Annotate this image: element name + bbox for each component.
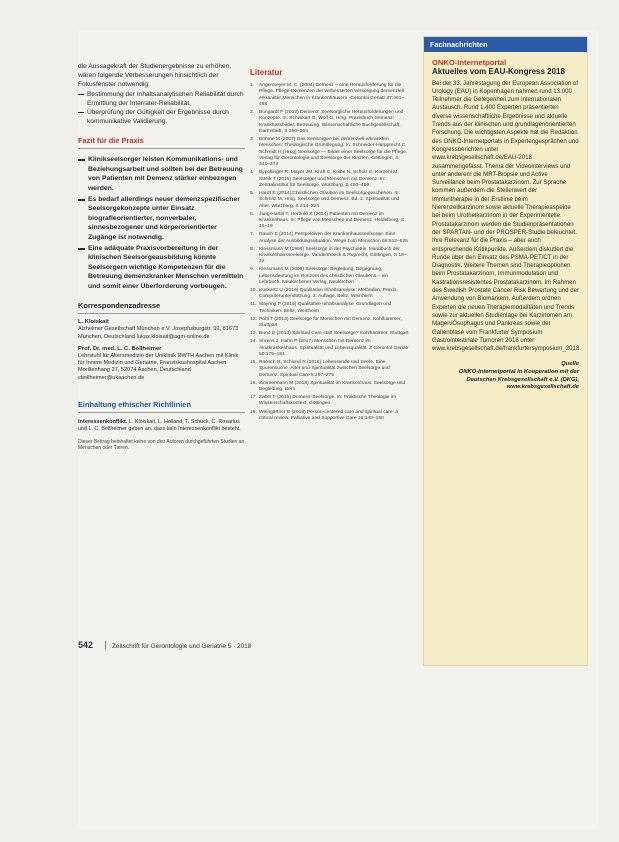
reference-number: 3. — [250, 136, 255, 142]
reference-text: Böhme M (2007) Das Seelsorgen bei demenziell erkrankten Menschen: Theologische Grundlegung. In: Schneider-Harpprecht C, Schmidt H (Hrsg) Seelsorge — Bilder einer Seelsorge für die Pflege. Verlag für Gerontologie und Seelsorge der Kirchen, Göttingen, S 341–372 — [259, 136, 408, 168]
address-block — [78, 346, 245, 382]
reference-item — [250, 212, 410, 231]
ethics-note: Dieser Beitrag beinhaltet keine von den Autoren durchgeführten Studien an Menschen oder Tieren. — [78, 438, 245, 452]
conflict-text: L. Kloiskait, L. Holland, T. Schuck, C. Rosarius und L. C. Bollheimer geben an, dass kein Interessenkonflikt besteht. — [78, 418, 241, 432]
fazit-section — [78, 136, 245, 291]
address-text: Alzheimer Gesellschaft München e.V. Josephsburgstr. 92, 81673 München, Deutschland lukas.kloisait@agm-online.de — [78, 326, 239, 340]
reference-number: 1. — [250, 83, 255, 88]
intro-paragraph: die Aussagekraft der Studienergebnisse zu erhöhen, wären folgende Verbesserungen hinsichtlich der Fokusfenster notwendig: — [78, 63, 232, 89]
reference-number: 14. — [250, 339, 257, 345]
news-box — [423, 36, 588, 666]
reference-item — [250, 302, 410, 315]
left-column — [78, 62, 245, 452]
reference-number: 9. — [250, 267, 255, 273]
author-name: L. Kloiskait — [78, 319, 109, 326]
reference-number: 10. — [250, 288, 257, 294]
source-text: ONKO-Internetportal in Kooperation mit der Deutschen Krebsgesellschaft e.V. (DKG), www.krebsgesellschaft.de — [458, 368, 579, 391]
footer-separator — [105, 641, 106, 649]
reference-number: 4. — [250, 170, 255, 176]
reference-item — [250, 247, 410, 266]
reference-text: Bund D (2013) Spiritual Care statt Seelsorge? Kohlhammer, Stuttgart — [259, 331, 409, 337]
reference-number: 15. — [250, 360, 257, 366]
ethics-section — [78, 400, 245, 452]
reference-number: 2. — [250, 109, 255, 115]
section-title: Korrespondenzadresse — [78, 301, 245, 314]
reference-text: Bypollinger R, Mayer JM, Kraft C, Kolbe N, Scholz E, Kornehl M, Streik T (2015) Seelsorger und Menschen mit Demenz. In: Zentralinstitut für Seelsorge. Würzburg, S 450–459 — [259, 170, 399, 188]
reference-item — [250, 331, 410, 337]
reference-item — [250, 381, 410, 394]
literature-title: Literatur — [250, 68, 283, 77]
reference-text: Angermeyer M. C. (2004) Demenz – eine Herausforderung für die Pflege. Pflege-Demenzen der verbesserten Versorgung demenziell erkrankter Menschen in Krankenhäusern. Gerontol Geriatr 37:461–468 — [259, 83, 405, 107]
journal-name: Zeitschrift für Gerontologie und Geriatrie 5 · 2018 — [112, 643, 252, 650]
reference-text: Ahrens J, Hahn P (2017) Menschen mit Demenz im Akutkrankenhaus. Spiritualität und Lebensqualität. Z Gerontol Geriatr 50:175–181 — [259, 339, 409, 357]
conflict-label: Interessenkonflikt. — [78, 418, 128, 425]
reference-item — [250, 83, 410, 108]
list-item: Bestimmung der Inhaltsanalytischen Reliabilität durch Ermittlung der Interrater-Reliabilität, — [78, 90, 245, 108]
reference-text: Roesch R, Schlund R (2016) Lebensende und Seele. Eine Spurensuche. Alter und Spiritualität zwischen Seelsorge und Demenz. Spiritual Care 5:267–275 — [259, 360, 390, 378]
reference-text: Hardt E (2014) Christlichen Glauben im Seelsorgegeschehen. In: Schmitz M, Hrsg. Seelsorge und Demenz. Bd. 2. Spiritualität und Alter. Würzburg, S 214–224 — [259, 190, 400, 209]
reference-list — [250, 83, 410, 422]
reference-item — [250, 317, 410, 330]
journal-page — [78, 30, 598, 830]
reference-item — [250, 191, 410, 210]
reference-number: 6. — [250, 211, 255, 217]
news-title: Aktuelles vom EAU-Kongress 2018 — [432, 67, 565, 76]
reference-text: Weingärtner B (2018) Person-centered care and spiritual care: a critical review. Palliative and Supportive Care 16:140–150 — [259, 409, 399, 421]
conflict-statement — [78, 419, 245, 433]
reference-text: Klessmann M (1996) Seelsorge in der Psychiatrie. Handbuch der Krankenhausseelsorge. Vandenhoeck & Ruprecht, Göttingen, S 18–22 — [259, 246, 407, 265]
reference-item — [250, 170, 410, 189]
reference-text: Kuckartz U (2016) Qualitative Inhaltsanalyse: Methoden, Praxis, Computerunterstützung. 3. Auflage. Beltz, Weinheim — [259, 288, 398, 300]
reference-item — [250, 410, 410, 423]
reference-item — [250, 267, 410, 286]
reference-number: 7. — [250, 232, 255, 238]
reference-item — [250, 395, 410, 408]
reference-number: 13. — [250, 331, 257, 337]
reference-number: 17. — [250, 395, 257, 401]
reference-text: Jung-Hartel T, Herbold S (2014) Patienten mit Demenz im Krankenhaus. In: Pflege von Menschen mit Demenz. Heidelberg, S 16–19 — [259, 211, 405, 230]
news-body: Bei der 33. Jahrestagung der European Association of Urology (EAU) in Kopenhagen nahmen rund 13.000 Teilnehmer die Gelegenheit zum internationalen Austausch. Rund 1.400 Experten präsentierten diverse wissenschaftliche Ergebnisse und aktuelle Trends aus der klinischen und grundlagenorientierten Forschung. Die wichtigsten Aspekte hat die Redaktion des ONKO-Internetportals in Expertengesprächen und Kongressberichten unter www.krebsgesellschaft.de/EAU-2018 zusammengefasst. Thema der Videointerviews und unter anderem die MRT-Biopsie und Active Surveillance beim Prostatakarzinom. Zur Sprache kommen außerdem die Stellenwert der Immuntherapie in der Erstlinie beim Nierenzellkarzinom sowie aktuelle Therapieaspekte bei beim Urothelkarzinom in der Experimentelle Prostatakarzinom werden die Studienpräsentationen der SPARTAN- und der PROSPER-Studie beleuchtet. Ihre Relevanz für die Praxis – aber auch entsprechende Kritikpunkte. Außerdem diskutiert die Runde über den Einsatz des PSMA-PET/CT in der Diagnostik. Weitere Themen sind Therapieoptionen beim Prostatakarzinom, Immunmodulation und Kastrationsresistentes Prostatakarzinom. Im Rahmen des Swedish Prostate Cancer Risk Bewertung und der Anwendung von Biomarkern. Außerdem ordnen Experten die neuen Therapiemodalitäten und Trends sowie zur aktuellen Studienlage bei Karzinomen am Magen/Ösophagus und Pankreas sowie der Gallenblase vom Frankfurter Symposium Gastrointestinale Tumoren 2018 unter www.krebsgesellschaft.de/frankfurtersymposium_2018. — [432, 79, 582, 353]
address-text: Lehrstuhl für Altersmedizin der Uniklinik RWTH Aachen mit Klinik für Innere Medizin und Geriatrie, Franziskushospital Aachen Morillenhang 27, 52074 Aachen, Deutschland cbollheimer@ukaachen.de — [78, 352, 239, 381]
page-number: 542 — [78, 640, 94, 650]
news-source — [432, 361, 579, 391]
intro-bullet-list — [78, 90, 245, 127]
list-item: Eine adäquate Praxisvorbereitung in der klinischen Seelsorgeausbildung könnte Seelsorgern wichtige Kompetenzen für die Betreuung demenzkranker Menschen vermitteln und somit einer Überforderung vorbeugen. — [78, 244, 245, 291]
address-block — [78, 319, 245, 341]
reference-item — [250, 232, 410, 245]
reference-item — [250, 339, 410, 358]
news-header: Fachnachrichten — [424, 37, 587, 52]
reference-number: 16. — [250, 380, 257, 386]
list-item: Klinikseelsorger leisten Kommunikations- und Beziehungsarbeit und sollten bei der Betreuung von Patienten mit Demenz stärker einbezogen werden. — [78, 155, 245, 193]
reference-item — [250, 110, 410, 135]
reference-text: Zimmermann M (2018) Spiritualität im Krankenhaus. Seelsorge und Begleitung. Bern — [259, 380, 406, 393]
reference-text: Bongardt F (2012) Demenz: Seelsorgliche Herausforderungen und Konzepte. In: Schwikart G, Wolf G, Hrsg. Praxisbuch Demenz: Krankheitsbilder, Betreuung. Wissenschaftliche Buchgesellschaft, Darmstadt, S 360–364 — [259, 109, 404, 134]
reference-text: Klessmann M (2008) Seelsorge: Begleitung, Begegnung, Lebensdeutung im Horizont des christlichen Glaubens – ein Lehrbuch. Neukirchener Verlag, Neukirchen — [259, 267, 389, 285]
reference-item — [250, 360, 410, 379]
reference-item — [250, 288, 410, 301]
reference-number: 5. — [250, 190, 255, 196]
reference-text: Rauch E (2014) Perspektiven der Krankenhausseelsorge. Eine Analyse der Ausbildungssituation. Wege zum Menschen 66:512–525 — [259, 232, 408, 244]
reference-number: 11. — [250, 302, 257, 308]
reference-item — [250, 137, 410, 168]
correspondence-section — [78, 301, 245, 382]
list-item: Es bedarf allerdings neuer demenzspezifischer Seelsorgekonzepte unter Einsatz biografieorientierter, nonverbaler, sinnesbezogener und körperorientierter Zugänge ist notwendig. — [78, 195, 245, 242]
source-label: Quelle — [561, 361, 579, 368]
news-kicker: ONKO-Internetportal — [432, 58, 507, 67]
news-content — [424, 52, 587, 392]
reference-text: Zabel F (2015) Demenz-Seelsorge. In: Praktische Theologie im Wissenschaftskontext. Göttingen — [259, 395, 396, 407]
reference-text: Pohl T (2014) Seelsorge für Menschen mit Demenz. Kohlhammer, Stuttgart — [259, 316, 402, 329]
reference-text: Mayring P (2015) Qualitative Inhaltsanalyse. Grundlagen und Techniken. Beltz, Weinheim — [259, 302, 392, 314]
list-item: Überprüfung der Gültigkeit der Ergebnisse durch kommunikative Validierung. — [78, 108, 245, 126]
reference-number: 18. — [250, 409, 257, 415]
literature-column — [250, 68, 410, 424]
section-title: Fazit für die Praxis — [78, 136, 245, 149]
author-name: Prof. Dr. med. L. C. Bollheimer — [78, 345, 162, 352]
reference-number: 12. — [250, 316, 257, 322]
section-title: Einhaltung ethischer Richtlinien — [78, 400, 245, 413]
fazit-bullet-list — [78, 155, 245, 291]
reference-number: 8. — [250, 246, 255, 252]
news-sidebar — [423, 36, 588, 666]
page-footer — [78, 640, 598, 650]
